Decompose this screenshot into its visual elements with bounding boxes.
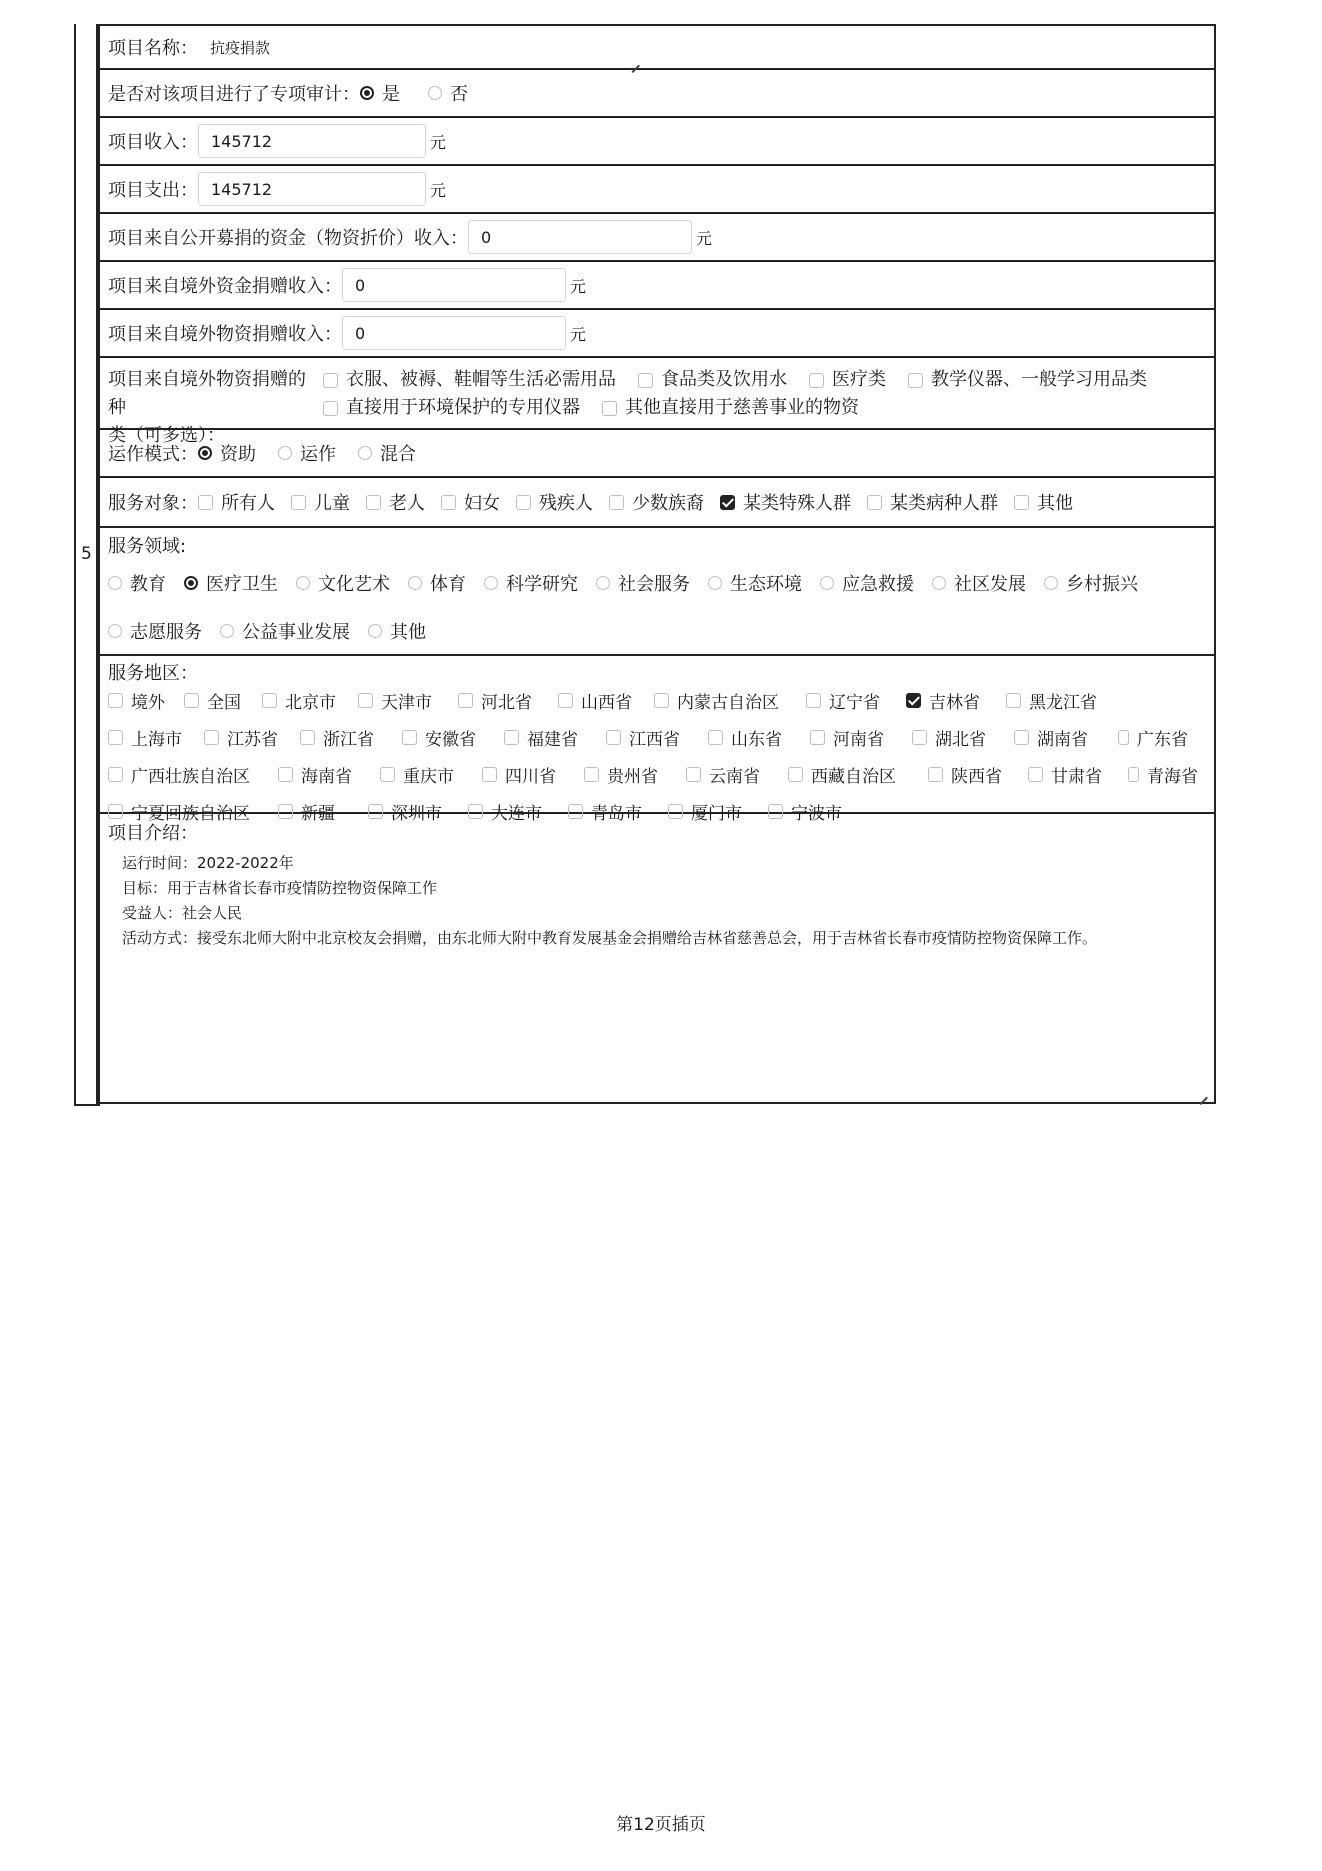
field-option[interactable]: 乡村振兴	[1044, 570, 1138, 596]
checkbox-icon[interactable]	[504, 730, 519, 745]
income-label: 项目收入：	[108, 132, 198, 153]
region-option[interactable]: 北京市	[262, 688, 358, 713]
region-option[interactable]: 境外	[108, 688, 184, 713]
foreign-goods-types-label-2: 类（可多选）：	[108, 425, 225, 446]
checkbox-icon[interactable]	[638, 373, 653, 388]
radio-icon[interactable]	[428, 86, 442, 100]
special-audit-row	[96, 70, 1216, 118]
radio-icon[interactable]	[368, 624, 382, 638]
foreign-goods-input[interactable]: 0	[342, 316, 566, 350]
public-fundraising-row	[96, 214, 1216, 262]
resize-handle-icon[interactable]	[628, 54, 640, 66]
intro-row	[96, 814, 1216, 1104]
radio-icon[interactable]	[220, 624, 234, 638]
region-option[interactable]: 宁夏回族自治区	[108, 799, 278, 824]
checkbox-icon[interactable]	[1128, 767, 1139, 782]
audit-no-option[interactable]: 否	[428, 80, 468, 106]
radio-icon[interactable]	[108, 624, 122, 638]
checkbox-icon[interactable]	[1014, 495, 1029, 510]
intro-line: 受益人：社会人民	[122, 904, 243, 922]
region-option[interactable]: 全国	[184, 688, 262, 713]
checkbox-icon[interactable]	[1006, 693, 1021, 708]
radio-icon[interactable]	[484, 576, 498, 590]
radio-selected-icon[interactable]	[360, 86, 374, 100]
checkbox-icon[interactable]	[482, 767, 497, 782]
checkbox-icon[interactable]	[602, 401, 617, 416]
radio-icon[interactable]	[820, 576, 834, 590]
mode-option-operate[interactable]: 运作	[278, 440, 336, 466]
target-option[interactable]: 其他	[1014, 489, 1073, 515]
radio-selected-icon[interactable]	[198, 446, 212, 460]
radio-icon[interactable]	[358, 446, 372, 460]
checkbox-icon[interactable]	[558, 693, 573, 708]
region-option[interactable]: 湖北省	[912, 725, 1014, 750]
region-option[interactable]: 内蒙古自治区	[654, 688, 806, 713]
checkbox-icon[interactable]	[402, 730, 417, 745]
checkbox-icon[interactable]	[928, 767, 943, 782]
checkbox-checked-icon[interactable]	[720, 495, 735, 510]
region-option[interactable]: 厦门市	[668, 799, 768, 824]
checkbox-icon[interactable]	[609, 495, 624, 510]
radio-icon[interactable]	[108, 576, 122, 590]
checkbox-icon[interactable]	[323, 373, 338, 388]
region-option[interactable]: 青岛市	[568, 799, 668, 824]
checkbox-icon[interactable]	[291, 495, 306, 510]
target-option[interactable]: 妇女	[441, 489, 500, 515]
row-index: 5	[81, 544, 92, 564]
region-option[interactable]: 天津市	[358, 688, 458, 713]
radio-icon[interactable]	[596, 576, 610, 590]
checkbox-icon[interactable]	[184, 693, 199, 708]
checkbox-icon[interactable]	[606, 730, 621, 745]
region-option[interactable]: 广东省	[1118, 725, 1188, 750]
public-fundraising-label: 项目来自公开募捐的资金（物资折价）收入：	[108, 228, 468, 249]
special-audit-label: 是否对该项目进行了专项审计：	[108, 84, 360, 105]
foreign-cash-input[interactable]: 0	[342, 268, 566, 302]
income-input[interactable]: 145712	[198, 124, 426, 158]
region-option[interactable]: 深圳市	[368, 799, 468, 824]
radio-icon[interactable]	[1044, 576, 1058, 590]
region-option[interactable]: 重庆市	[380, 762, 482, 787]
region-option[interactable]: 新疆	[278, 799, 368, 824]
project-form	[96, 24, 1216, 1104]
region-option[interactable]: 广西壮族自治区	[108, 762, 278, 787]
radio-icon[interactable]	[408, 576, 422, 590]
region-option[interactable]: 吉林省	[906, 688, 1006, 713]
foreign-cash-unit: 元	[570, 276, 587, 296]
region-option[interactable]: 陕西省	[928, 762, 1028, 787]
foreign-goods-row	[96, 310, 1216, 358]
audit-yes-option[interactable]: 是	[360, 80, 400, 106]
target-option[interactable]: 残疾人	[516, 489, 593, 515]
checkbox-icon[interactable]	[108, 730, 123, 745]
mode-option-grant[interactable]: 资助	[198, 440, 256, 466]
field-option[interactable]: 公益事业发展	[220, 618, 350, 644]
resize-handle-icon[interactable]	[1196, 1086, 1208, 1098]
checkbox-icon[interactable]	[686, 767, 701, 782]
region-option[interactable]: 河北省	[458, 688, 558, 713]
expense-label: 项目支出：	[108, 180, 198, 201]
region-option[interactable]: 西藏自治区	[788, 762, 928, 787]
operation-mode-label: 运作模式：	[108, 444, 198, 465]
foreign-cash-label: 项目来自境外资金捐赠收入：	[108, 276, 342, 297]
service-fields-label: 服务领域:	[108, 536, 187, 557]
region-option[interactable]: 山东省	[708, 725, 810, 750]
field-option[interactable]: 文化艺术	[296, 570, 390, 596]
project-name-input[interactable]: 抗疫捐款	[210, 38, 271, 57]
expense-input[interactable]: 145712	[198, 172, 426, 206]
checkbox-icon[interactable]	[654, 693, 669, 708]
radio-icon[interactable]	[278, 446, 292, 460]
mode-option-mixed[interactable]: 混合	[358, 440, 416, 466]
income-unit: 元	[430, 132, 447, 152]
radio-selected-icon[interactable]	[184, 576, 198, 590]
checkbox-icon[interactable]	[788, 767, 803, 782]
intro-label: 项目介绍：	[108, 823, 198, 844]
region-option[interactable]: 江西省	[606, 725, 708, 750]
goods-type-option[interactable]: 医疗类	[809, 366, 886, 394]
checkbox-icon[interactable]	[108, 693, 123, 708]
checkbox-icon[interactable]	[908, 373, 923, 388]
income-row	[96, 118, 1216, 166]
foreign-cash-row	[96, 262, 1216, 310]
region-option[interactable]: 河南省	[810, 725, 912, 750]
region-option[interactable]: 云南省	[686, 762, 788, 787]
service-regions-row	[96, 656, 1216, 824]
goods-type-option[interactable]: 直接用于环境保护的专用仪器	[323, 394, 580, 422]
checkbox-icon[interactable]	[358, 693, 373, 708]
field-option[interactable]: 志愿服务	[108, 618, 202, 644]
radio-icon[interactable]	[932, 576, 946, 590]
checkbox-icon[interactable]	[300, 730, 315, 745]
checkbox-icon[interactable]	[809, 373, 824, 388]
foreign-goods-types-label-1: 项目来自境外物资捐赠的种	[108, 369, 306, 418]
region-option[interactable]: 贵州省	[584, 762, 686, 787]
checkbox-icon[interactable]	[262, 693, 277, 708]
target-option[interactable]: 少数族裔	[609, 489, 704, 515]
service-regions-label: 服务地区：	[108, 663, 198, 684]
checkbox-icon[interactable]	[380, 767, 395, 782]
region-option[interactable]: 福建省	[504, 725, 606, 750]
region-option[interactable]: 青海省	[1128, 762, 1198, 787]
checkbox-icon[interactable]	[1118, 730, 1129, 745]
region-option[interactable]: 宁波市	[768, 799, 868, 824]
region-option[interactable]: 浙江省	[300, 725, 402, 750]
checkbox-icon[interactable]	[278, 767, 293, 782]
target-option[interactable]: 某类特殊人群	[720, 489, 851, 515]
field-option[interactable]: 体育	[408, 570, 466, 596]
checkbox-icon[interactable]	[912, 730, 927, 745]
field-option[interactable]: 社区发展	[932, 570, 1026, 596]
radio-icon[interactable]	[708, 576, 722, 590]
region-option[interactable]: 湖南省	[1014, 725, 1118, 750]
target-option[interactable]: 所有人	[198, 489, 275, 515]
checkbox-icon[interactable]	[1028, 767, 1043, 782]
checkbox-icon[interactable]	[458, 693, 473, 708]
field-option[interactable]: 其他	[368, 618, 426, 644]
intro-textarea[interactable]	[108, 852, 1204, 948]
target-option[interactable]: 老人	[366, 489, 425, 515]
field-option[interactable]: 科学研究	[484, 570, 578, 596]
checkbox-icon[interactable]	[1014, 730, 1029, 745]
expense-unit: 元	[430, 180, 447, 200]
service-targets-row	[96, 478, 1216, 528]
checkbox-icon[interactable]	[867, 495, 882, 510]
public-fundraising-unit: 元	[696, 228, 713, 248]
region-option[interactable]: 黑龙江省	[1006, 688, 1116, 713]
radio-icon[interactable]	[296, 576, 310, 590]
field-option[interactable]: 社会服务	[596, 570, 690, 596]
page-footer: 第12页插页	[616, 1815, 706, 1835]
goods-type-option[interactable]: 教学仪器、一般学习用品类	[908, 366, 1147, 394]
checkbox-checked-icon[interactable]	[906, 693, 921, 708]
checkbox-icon[interactable]	[204, 730, 219, 745]
checkbox-icon[interactable]	[584, 767, 599, 782]
region-options	[108, 688, 1204, 824]
goods-type-option[interactable]: 其他直接用于慈善事业的物资	[602, 394, 859, 422]
checkbox-icon[interactable]	[366, 495, 381, 510]
checkbox-icon[interactable]	[323, 401, 338, 416]
checkbox-icon[interactable]	[108, 767, 123, 782]
region-option[interactable]: 大连市	[468, 799, 568, 824]
checkbox-icon[interactable]	[810, 730, 825, 745]
intro-line: 运行时间：2022-2022年	[122, 854, 294, 872]
field-option[interactable]: 生态环境	[708, 570, 802, 596]
target-option[interactable]: 儿童	[291, 489, 350, 515]
checkbox-icon[interactable]	[806, 693, 821, 708]
region-option[interactable]: 甘肃省	[1028, 762, 1128, 787]
intro-line: 目标：用于吉林省长春市疫情防控物资保障工作	[122, 879, 438, 897]
public-fundraising-input[interactable]: 0	[468, 220, 692, 254]
region-option[interactable]: 海南省	[278, 762, 380, 787]
checkbox-icon[interactable]	[516, 495, 531, 510]
service-targets-label: 服务对象：	[108, 493, 198, 514]
region-option[interactable]: 江苏省	[204, 725, 300, 750]
region-option[interactable]: 安徽省	[402, 725, 504, 750]
project-name-label: 项目名称：	[108, 38, 198, 59]
intro-line: 活动方式：接受东北师大附中北京校友会捐赠，由东北师大附中教育发展基金会捐赠给吉林省慈善总会，用于吉林省长春市疫情防控物资保障工作。	[122, 929, 1098, 947]
region-option[interactable]: 山西省	[558, 688, 654, 713]
checkbox-icon[interactable]	[441, 495, 456, 510]
region-option[interactable]: 上海市	[108, 725, 204, 750]
region-option[interactable]: 辽宁省	[806, 688, 906, 713]
target-option[interactable]: 某类病种人群	[867, 489, 998, 515]
operation-mode-row	[96, 430, 1216, 478]
foreign-goods-unit: 元	[570, 324, 587, 344]
field-option[interactable]: 医疗卫生	[184, 570, 278, 596]
foreign-goods-types-row	[96, 358, 1216, 446]
checkbox-icon[interactable]	[708, 730, 723, 745]
expense-row	[96, 166, 1216, 214]
region-option[interactable]: 四川省	[482, 762, 584, 787]
goods-type-option[interactable]: 衣服、被褥、鞋帽等生活必需用品	[323, 366, 616, 394]
checkbox-icon[interactable]	[198, 495, 213, 510]
form-sheet	[74, 24, 1216, 1104]
goods-type-option[interactable]: 食品类及饮用水	[638, 366, 787, 394]
service-fields-row	[96, 528, 1216, 656]
foreign-goods-label: 项目来自境外物资捐赠收入：	[108, 324, 342, 345]
field-option[interactable]: 教育	[108, 570, 166, 596]
field-option[interactable]: 应急救援	[820, 570, 914, 596]
project-name-row	[96, 24, 1216, 70]
